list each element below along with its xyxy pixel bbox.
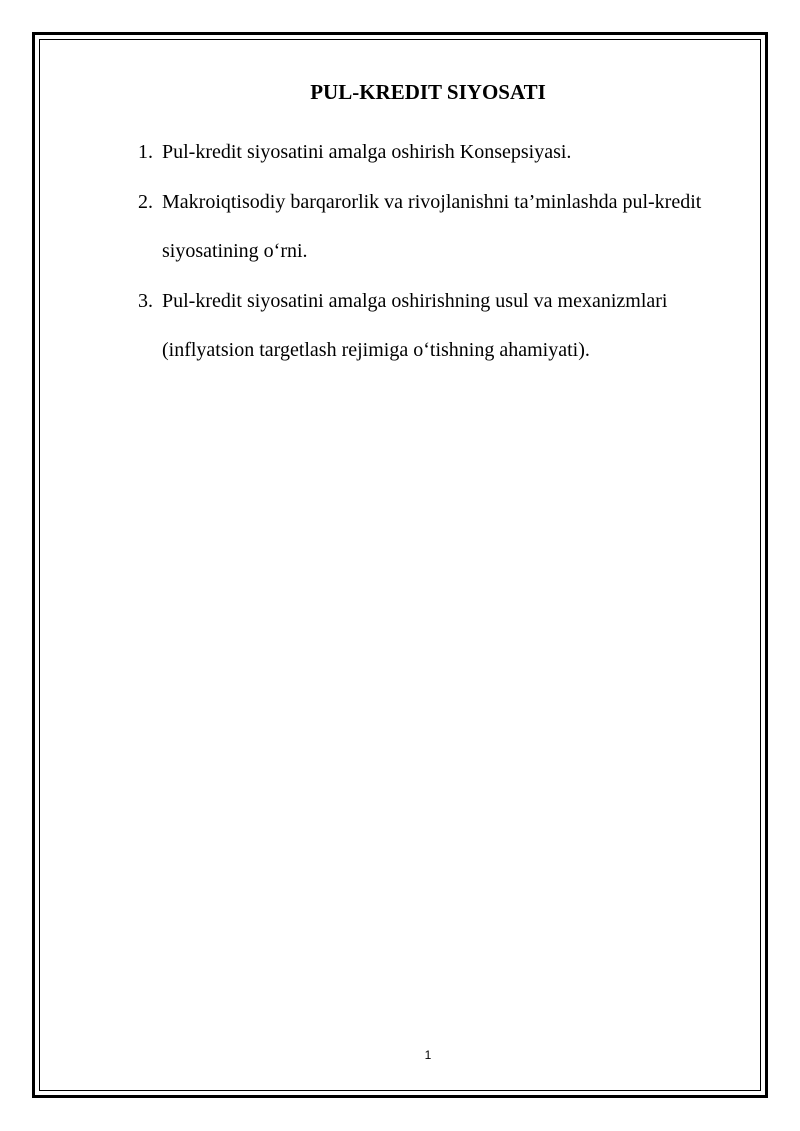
topic-item-1 [138,128,758,178]
document-title: PUL-KREDIT SIYOSATI [310,80,546,104]
topic-text: Makroiqtisodiy barqarorlik va rivojlanishni ta’minlashda pul-kredit [162,190,702,213]
topic-text: Pul-kredit siyosatini amalga oshirishning usul va mexanizmlari [162,289,668,312]
topic-number: 3. [138,289,153,312]
topic-number: 1. [138,141,153,163]
page-number: 1 [424,1048,432,1062]
topic-text-continuation: (inflyatsion targetlash rejimiga o‘tishning ahamiyati). [162,339,590,361]
topic-item-2 [138,178,758,277]
topic-number: 2. [138,190,153,213]
topic-item-3 [138,277,758,376]
topic-list [138,128,758,376]
topic-text-continuation: siyosatining o‘rni. [162,240,308,262]
topic-text: Pul-kredit siyosatini amalga oshirish Konsepsiyasi. [162,141,572,163]
